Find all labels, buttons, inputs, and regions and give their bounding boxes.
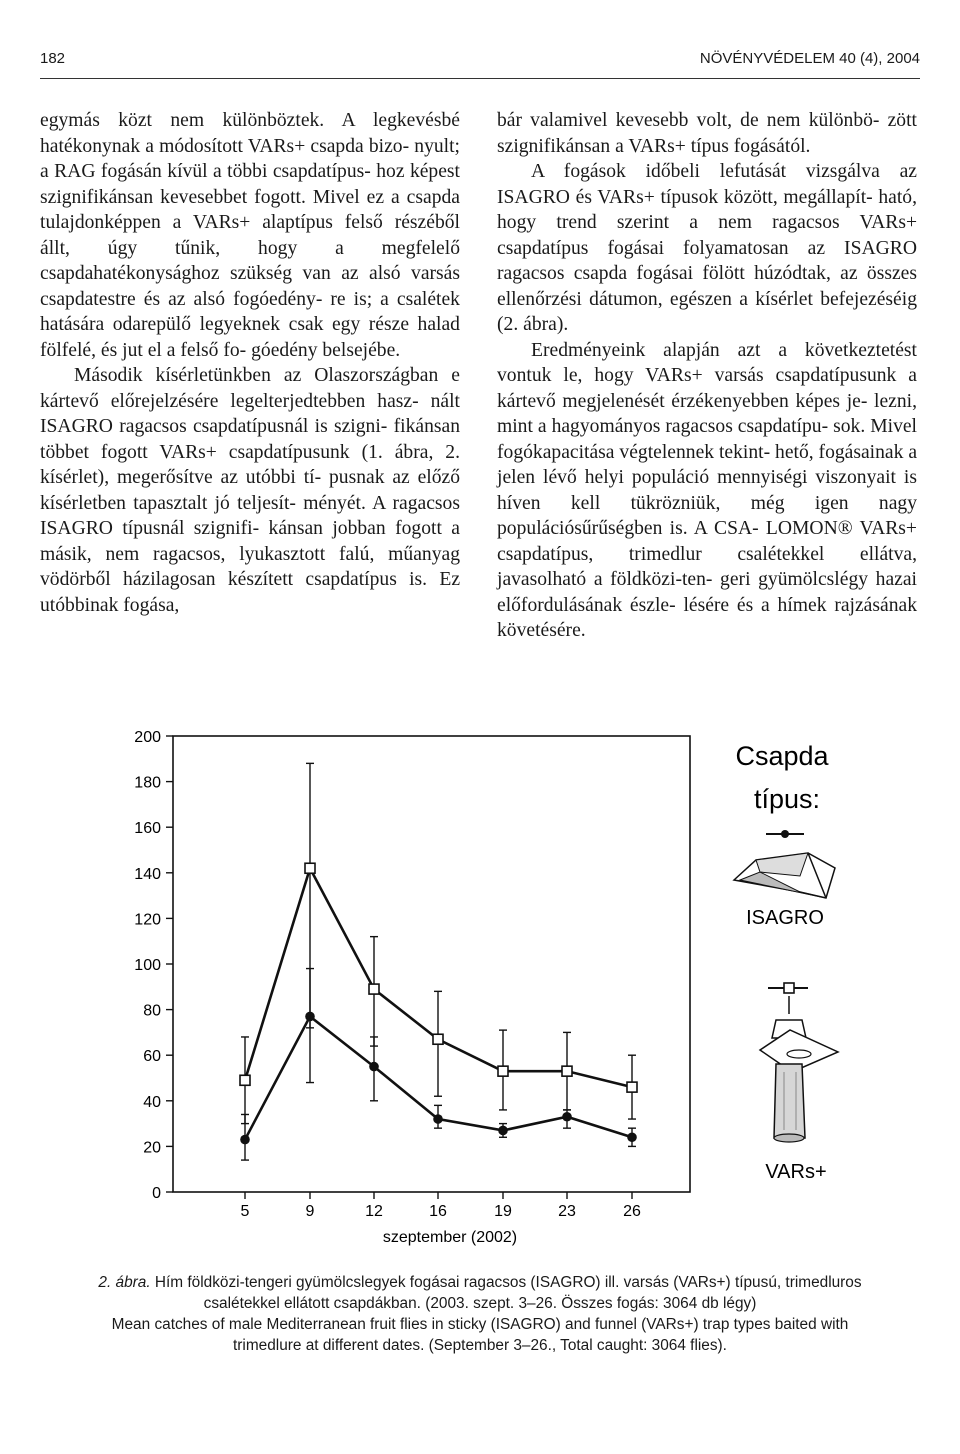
text-line: befejezéséig (2. ábra). [497, 288, 917, 335]
x-tick-label: 12 [365, 1203, 383, 1220]
data-point [433, 1114, 443, 1124]
y-tick-label: 80 [143, 1002, 161, 1020]
x-tick-label: 9 [305, 1203, 315, 1220]
paragraph [497, 159, 917, 338]
text-line: készített csapdatípus is. Ez utóbbinak fogása, [40, 569, 461, 616]
text-line: lyukasztott falú, műanyag vödörből házilagosan [40, 543, 460, 590]
text-line: fikánsan többet fogott VARs+ csapdatípusunk [40, 416, 460, 463]
series-vars [240, 763, 637, 1123]
text-line: lésére és a hímek rajzásának követésére. [497, 594, 917, 641]
data-point [240, 1135, 250, 1145]
text-line: A fogások időbeli lefutását vizsgálva az [531, 161, 917, 182]
text-line: Eredményeink alapján azt a következtetést [531, 339, 917, 361]
paragraph [497, 108, 917, 159]
data-point [240, 1075, 250, 1085]
y-tick-label: 40 [143, 1093, 161, 1111]
data-point [627, 1082, 637, 1092]
text-line: csalétekkel ellátva, javasolható a földközi-ten- [497, 543, 917, 590]
text-line: pusnak az előző kísérletben tapasztalt jó teljesít- [40, 467, 461, 514]
data-point [562, 1066, 572, 1076]
text-line: nyult; a RAG fogásán kívül a többi csapdatípus- [40, 135, 460, 182]
vars-legend-label: VARs+ [765, 1161, 827, 1183]
left-column [40, 108, 460, 618]
data-point [369, 984, 379, 994]
caption-en-line2: trimedlure at different dates. (September 3–26., Total caught: 3064 flies). [233, 1337, 727, 1354]
data-point [627, 1132, 637, 1142]
text-line: lezni, mint a hagyományos ragacsos csapdatípu- [497, 390, 917, 437]
caption-hu-line1: Hím földközi-tengeri gyümölcslegyek fogásai ragacsos (ISAGRO) ill. varsás (VARs+) típusú, trimedluros [150, 1274, 862, 1291]
text-line: bár valamivel kevesebb volt, de nem különbö- [497, 110, 880, 131]
x-tick-label: 23 [558, 1203, 576, 1220]
text-line: hatékonynak a módosított VARs+ csapda bizo- [40, 135, 410, 157]
data-point [498, 1066, 508, 1076]
data-point [498, 1126, 508, 1136]
page-header [40, 50, 920, 74]
caption-en-line1: Mean catches of male Mediterranean fruit flies in sticky (ISAGRO) and funnel (VARs+) trap types baited with [111, 1316, 849, 1333]
text-line: ISAGRO és VARs+ típusok között, megállapít- [497, 186, 873, 208]
text-line: e kártevő előrejelzésére legelterjedtebben hasz- [40, 365, 460, 412]
text-line: Mivel ez a csapda tulajdonképpen a VARs+ [40, 186, 460, 233]
text-line: sok. Mivel fogókapacitása végtelennek tekint- [497, 416, 918, 463]
chart-series [240, 763, 637, 1160]
isagro-legend-label: ISAGRO [746, 907, 824, 929]
text-line: nált ISAGRO ragacsos csapdatípusnál is szigni- [40, 390, 460, 437]
paragraph [40, 108, 460, 363]
data-point [369, 1062, 379, 1072]
text-line: góedény belsejébe. [251, 339, 401, 361]
paragraph [497, 338, 917, 644]
text-line: geri gyümölcslégy hazai előfordulásának észle- [497, 569, 917, 616]
y-tick-label: 0 [152, 1185, 161, 1202]
x-tick-label: 19 [494, 1203, 512, 1220]
data-point [562, 1112, 572, 1122]
text-line: az alsó varsás csapdatestre és az alsó fogóedény- [40, 263, 461, 310]
caption-hu-line2: csalétekkel ellátott csapdákban. (2003. szept. 3–26. Összes fogás: 3064 db légy) [203, 1295, 757, 1312]
vars-legend-marker [784, 983, 794, 993]
text-line: ragacsos csapda fogásai fölött húzódtak, az [497, 263, 858, 284]
data-point [433, 1034, 443, 1044]
text-line: mennyiségi viszonyait is híven kell tükrözniük, [497, 467, 917, 514]
y-tick-label: 60 [143, 1048, 161, 1066]
text-line: Második kísérletünkben az Olaszországban [74, 365, 439, 386]
text-line: vontuk le, hogy VARs+ varsás csapdatípusunk a [497, 365, 917, 386]
paragraph [40, 363, 460, 618]
legend-title-line2: típus: [753, 784, 821, 814]
text-line: kánsan jobban fogott a másik, nem ragacsos, [40, 518, 461, 565]
chart-legend [734, 741, 838, 1183]
y-tick-label: 100 [134, 957, 161, 974]
text-line: hoz képest szignifikánsan kevesebbet fogott. [40, 161, 460, 208]
data-point [305, 863, 315, 873]
text-line: összes ellenőrzési dátumon, egészen a kísérlet [497, 263, 917, 310]
y-tick-label: 20 [143, 1139, 161, 1157]
x-tick-label: 16 [429, 1203, 447, 1220]
x-axis-label: szeptember (2002) [382, 1229, 518, 1246]
vars-trap-icon [760, 996, 838, 1142]
isagro-trap-icon [734, 853, 835, 898]
text-line: csak egy része halad fölfelé, és jut el a felső fo- [40, 314, 460, 361]
figure-2-chart [0, 700, 960, 1260]
text-line: re is; a csalétek hatására odarepülő legyeknek [40, 288, 460, 335]
y-tick-label: 200 [134, 729, 161, 746]
text-line: hető, fogásainak a jelen lévő helyi populáció [497, 441, 918, 488]
plot-frame [173, 736, 690, 1192]
text-line: (1. ábra, 2. kísérlet), megerősítve az utóbbi tí- [40, 441, 460, 488]
x-tick-label: 26 [623, 1203, 641, 1220]
chart-axes [134, 729, 690, 1220]
text-line: ményét. A ragacsos ISAGRO típusnál szignifi- [40, 492, 460, 539]
page-number: 182 [40, 50, 66, 67]
text-line: ható, hogy trend szerint a nem ragacsos VARs+ [497, 186, 917, 233]
right-column [497, 108, 917, 644]
text-line: LOMON® VARs+ csapdatípus, trimedlur [497, 518, 917, 565]
text-line: egymás közt nem különböztek. A legkevésbé [40, 110, 460, 131]
text-line: kártevő megjelenését érzékenyebben képes je- [497, 390, 868, 412]
text-line: alaptípus felső részéből állt, úgy tűnik, hogy a [40, 212, 460, 259]
text-line: még igen nagy populációsűrűségben is. A CSA- [497, 492, 918, 539]
text-line: megfelelő csapdahatékonysághoz szükség van [40, 237, 460, 284]
isagro-legend-marker [781, 830, 789, 838]
y-tick-label: 180 [134, 774, 161, 792]
text-line: zött szignifikánsan a VARs+ típus fogásától. [497, 110, 917, 157]
y-tick-label: 140 [134, 865, 161, 883]
caption-label: 2. ábra. [98, 1274, 151, 1291]
y-tick-label: 160 [134, 820, 161, 838]
text-line: csapdatípus fogásai folyamatosan az ISAGRO [497, 237, 917, 259]
x-tick-label: 5 [240, 1203, 250, 1220]
figure-caption [40, 1272, 920, 1356]
header-rule [40, 78, 920, 79]
journal-title: NÖVÉNYVÉDELEM 40 (4), 2004 [699, 50, 920, 67]
legend-title-line1: Csapda [735, 741, 829, 771]
y-tick-label: 120 [134, 911, 161, 929]
